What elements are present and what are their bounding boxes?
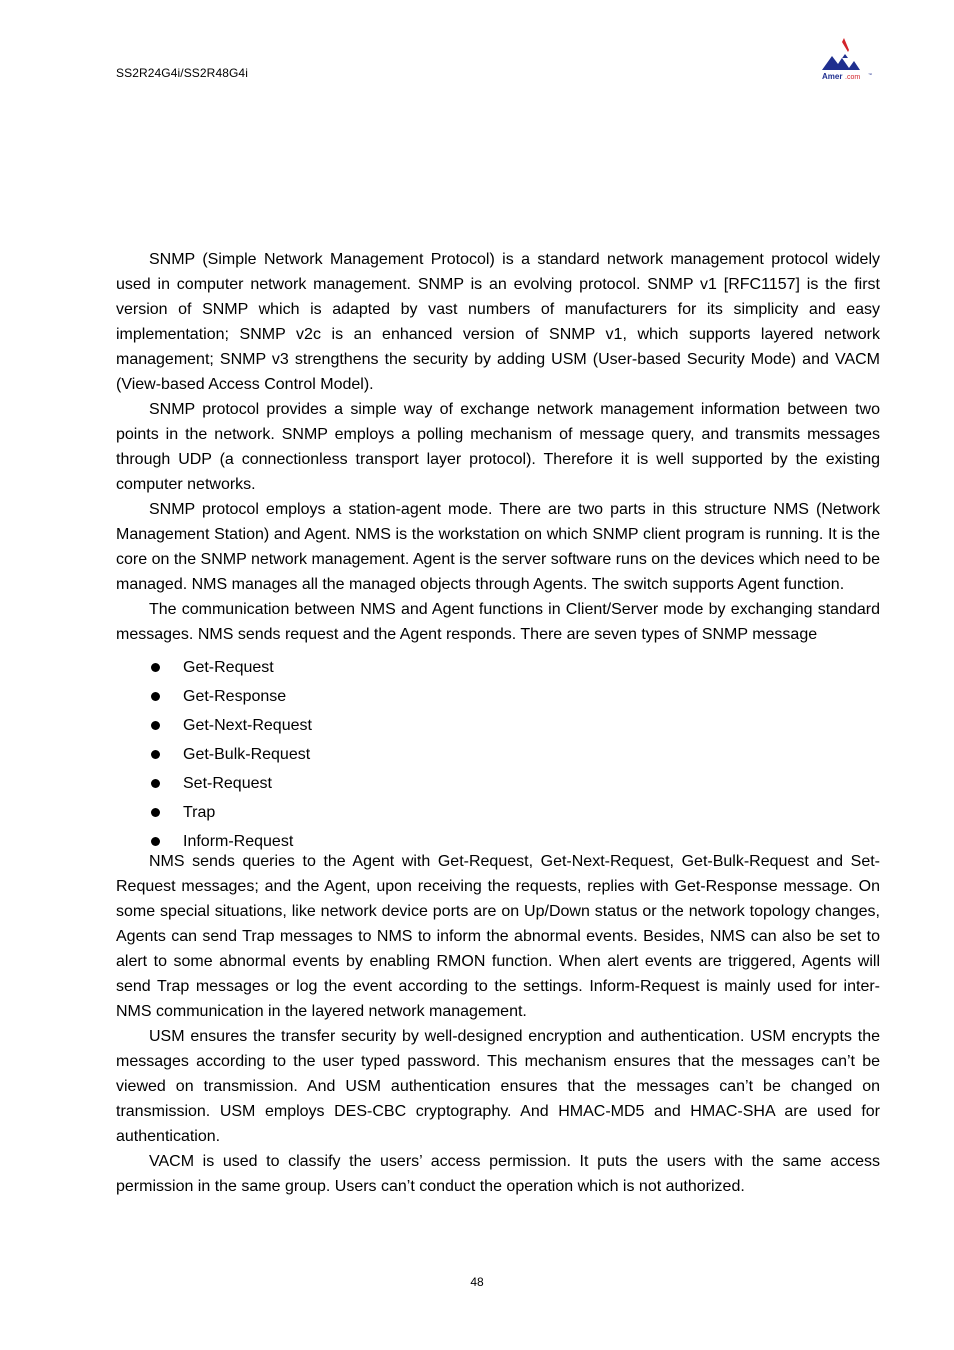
list-item	[116, 740, 880, 769]
list-item-label: Get-Bulk-Request	[183, 746, 311, 763]
logo-suffix: .com	[845, 74, 861, 81]
bullet-icon	[151, 721, 160, 730]
document-body	[116, 247, 880, 1199]
paragraph-client-server: The communication between NMS and Agent functions in Client/Server mode by exchanging standard messages. NMS sends request and the Agent responds. There are seven types of SNMP message	[116, 601, 880, 643]
bullet-icon	[151, 750, 160, 759]
bullet-icon	[151, 837, 160, 846]
amer-logo	[818, 36, 878, 82]
bullet-icon	[151, 779, 160, 788]
bullet-icon	[151, 808, 160, 817]
paragraph-vacm: VACM is used to classify the users’ access permission. It puts the users with the same access permission in the same group. Users can’t conduct the operation which is not authorized.	[116, 1153, 880, 1195]
bullet-icon	[151, 692, 160, 701]
list-item-label: Get-Next-Request	[183, 717, 312, 734]
list-item-label: Inform-Request	[183, 833, 294, 850]
page-number: 48	[470, 1275, 484, 1289]
paragraph-nms-queries: NMS sends queries to the Agent with Get-Request, Get-Next-Request, Get-Bulk-Request and Set-Request messages; and the Agent, upon receiving the requests, replies with Get-Response message. On some special situations, like network device ports are on Up/Down status or the network topology changes, Agents can send Trap messages to NMS to inform the abnormal events. Besides, NMS can also be set to alert to some abnormal events by enabling RMON function. When alert events are triggered, Agents will send Trap messages or log the event according to the settings. Inform-Request is mainly used for inter-NMS communication in the layered network management.	[116, 853, 880, 1020]
list-item	[116, 827, 880, 856]
bullet-icon	[151, 663, 160, 672]
list-item-label: Get-Request	[183, 659, 274, 676]
list-item-label: Trap	[183, 804, 216, 821]
message-type-list	[116, 653, 880, 856]
logo-text: Amer	[822, 72, 843, 81]
list-item	[116, 653, 880, 682]
list-item	[116, 769, 880, 798]
paragraph-snmp-overview: SNMP (Simple Network Management Protocol) is a standard network management protocol widely used in computer network management. SNMP is an evolving protocol. SNMP v1 [RFC1157] is the first version of SNMP which is adapted by vast numbers of manufacturers for its simplicity and easy implementation; SNMP v2c is an enhanced version of SNMP v1, which supports layered network management; SNMP v3 strengthens the security by adding USM (User-based Security Mode) and VACM (View-based Access Control Model).	[116, 251, 880, 393]
list-item-label: Set-Request	[183, 775, 272, 792]
list-item	[116, 711, 880, 740]
list-item	[116, 682, 880, 711]
paragraph-usm: USM ensures the transfer security by well-designed encryption and authentication. USM encrypts the messages according to the user typed password. This mechanism ensures that the messages can’t be viewed on transmission. And USM authentication ensures that the messages can’t be changed on transmission. USM employs DES-CBC cryptography. And HMAC-MD5 and HMAC-SHA are used for authentication.	[116, 1028, 880, 1145]
document-model-title: SS2R24G4i/SS2R48G4i	[116, 66, 248, 80]
logo-trademark: ™	[868, 72, 872, 77]
list-item-label: Get-Response	[183, 688, 287, 705]
paragraph-station-agent: SNMP protocol employs a station-agent mode. There are two parts in this structure NMS (Network Management Station) and Agent. NMS is the workstation on which SNMP client program is running. It is the core on the SNMP network management. Agent is the server software runs on the devices which need to be managed. NMS manages all the managed objects through Agents. The switch supports Agent function.	[116, 501, 880, 593]
list-item	[116, 798, 880, 827]
paragraph-snmp-polling: SNMP protocol provides a simple way of exchange network management information between two points in the network. SNMP employs a polling mechanism of message query, and transmits messages through UDP (a connectionless transport layer protocol). Therefore it is well supported by the existing computer networks.	[116, 401, 880, 493]
